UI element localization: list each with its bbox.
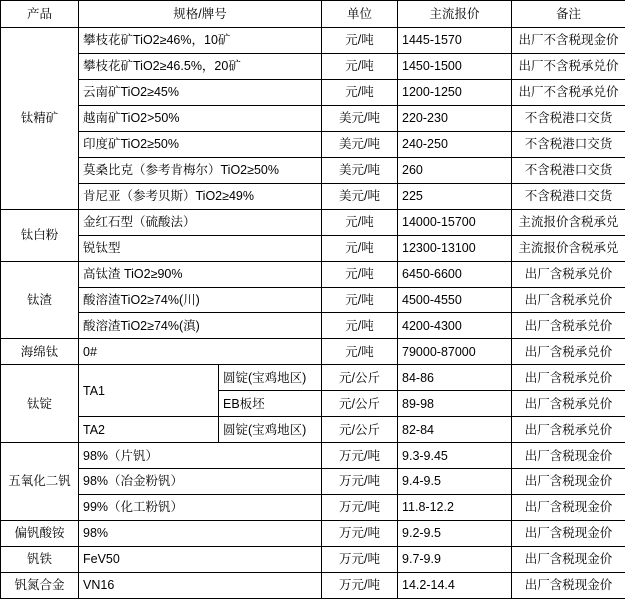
unit-cell: 元/吨 xyxy=(322,339,398,365)
remark-cell: 出厂含税承兑价 xyxy=(512,391,625,417)
spec-cell: 越南矿TiO2>50% xyxy=(79,105,322,131)
table-row xyxy=(1,105,625,131)
price-cell: 9.3-9.45 xyxy=(398,443,512,469)
price-cell: 11.8-12.2 xyxy=(398,495,512,521)
unit-cell: 元/吨 xyxy=(322,235,398,261)
remark-cell: 出厂含税现金价 xyxy=(512,547,625,573)
header-remark: 备注 xyxy=(512,1,625,28)
unit-cell: 元/吨 xyxy=(322,79,398,105)
product-category-cell: 钛锭 xyxy=(1,365,79,443)
spec-cell: 金红石型（硫酸法） xyxy=(79,209,322,235)
table-row xyxy=(1,573,625,599)
price-cell: 14000-15700 xyxy=(398,209,512,235)
remark-cell: 出厂含税现金价 xyxy=(512,521,625,547)
product-category-cell: 钛精矿 xyxy=(1,28,79,210)
remark-cell: 不含税港口交货 xyxy=(512,157,625,183)
table-row xyxy=(1,417,625,443)
header-price: 主流报价 xyxy=(398,1,512,28)
price-cell: 220-230 xyxy=(398,105,512,131)
table-row xyxy=(1,313,625,339)
remark-cell: 出厂含税承兑价 xyxy=(512,417,625,443)
product-category-cell: 偏钒酸铵 xyxy=(1,521,79,547)
remark-cell: 不含税港口交货 xyxy=(512,183,625,209)
unit-cell: 元/吨 xyxy=(322,28,398,54)
unit-cell: 元/吨 xyxy=(322,53,398,79)
spec-cell: 锐钛型 xyxy=(79,235,322,261)
table-row xyxy=(1,28,625,54)
remark-cell: 出厂含税现金价 xyxy=(512,469,625,495)
product-category-cell: 五氧化二钒 xyxy=(1,443,79,521)
unit-cell: 万元/吨 xyxy=(322,573,398,599)
table-row xyxy=(1,157,625,183)
remark-cell: 出厂含税承兑价 xyxy=(512,365,625,391)
table-body xyxy=(1,28,625,599)
table-row xyxy=(1,209,625,235)
spec-cell: 高钛渣 TiO2≥90% xyxy=(79,261,322,287)
spec-cell: 98%（片钒） xyxy=(79,443,322,469)
price-cell: 4500-4550 xyxy=(398,287,512,313)
table-row xyxy=(1,235,625,261)
price-cell: 1450-1500 xyxy=(398,53,512,79)
unit-cell: 美元/吨 xyxy=(322,131,398,157)
remark-cell: 出厂不含税承兑价 xyxy=(512,79,625,105)
grade-cell: TA2 xyxy=(79,417,219,443)
remark-cell: 不含税港口交货 xyxy=(512,131,625,157)
table-row xyxy=(1,131,625,157)
remark-cell: 主流报价含税承兑 xyxy=(512,235,625,261)
spec-cell: VN16 xyxy=(79,573,322,599)
price-cell: 82-84 xyxy=(398,417,512,443)
remark-cell: 出厂不含税现金价 xyxy=(512,28,625,54)
table-row xyxy=(1,261,625,287)
spec-cell: 印度矿TiO2≥50% xyxy=(79,131,322,157)
spec-cell: 酸溶渣TiO2≥74%(川) xyxy=(79,287,322,313)
unit-cell: 元/吨 xyxy=(322,287,398,313)
spec-cell: 云南矿TiO2≥45% xyxy=(79,79,322,105)
spec-cell: FeV50 xyxy=(79,547,322,573)
spec-cell: 肯尼亚（参考贝斯）TiO2≥49% xyxy=(79,183,322,209)
price-cell: 14.2-14.4 xyxy=(398,573,512,599)
price-cell: 9.2-9.5 xyxy=(398,521,512,547)
table-row xyxy=(1,495,625,521)
price-cell: 9.4-9.5 xyxy=(398,469,512,495)
price-cell: 1445-1570 xyxy=(398,28,512,54)
spec-cell: 0# xyxy=(79,339,322,365)
unit-cell: 万元/吨 xyxy=(322,547,398,573)
table-row xyxy=(1,339,625,365)
unit-cell: 万元/吨 xyxy=(322,469,398,495)
price-cell: 89-98 xyxy=(398,391,512,417)
table-row xyxy=(1,183,625,209)
spec-cell: 99%（化工粉钒） xyxy=(79,495,322,521)
remark-cell: 出厂含税承兑价 xyxy=(512,313,625,339)
price-cell: 240-250 xyxy=(398,131,512,157)
table-row xyxy=(1,365,625,391)
spec-cell: 莫桑比克（参考肯梅尔）TiO2≥50% xyxy=(79,157,322,183)
table-row xyxy=(1,79,625,105)
remark-cell: 出厂含税承兑价 xyxy=(512,287,625,313)
product-category-cell: 海绵钛 xyxy=(1,339,79,365)
product-category-cell: 钒氮合金 xyxy=(1,573,79,599)
unit-cell: 万元/吨 xyxy=(322,443,398,469)
remark-cell: 出厂含税承兑价 xyxy=(512,261,625,287)
header-spec: 规格/牌号 xyxy=(79,1,322,28)
spec-cell: 攀枝花矿TiO2≥46%，10矿 xyxy=(79,28,322,54)
unit-cell: 万元/吨 xyxy=(322,495,398,521)
table-row xyxy=(1,443,625,469)
unit-cell: 元/公斤 xyxy=(322,417,398,443)
table-row xyxy=(1,53,625,79)
grade-cell: TA1 xyxy=(79,365,219,417)
price-cell: 4200-4300 xyxy=(398,313,512,339)
remark-cell: 出厂含税现金价 xyxy=(512,573,625,599)
price-cell: 225 xyxy=(398,183,512,209)
price-cell: 1200-1250 xyxy=(398,79,512,105)
spec-cell: 酸溶渣TiO2≥74%(滇) xyxy=(79,313,322,339)
spec-cell: 圆锭(宝鸡地区) xyxy=(219,417,322,443)
spec-cell: 圆锭(宝鸡地区) xyxy=(219,365,322,391)
unit-cell: 美元/吨 xyxy=(322,183,398,209)
product-category-cell: 钛白粉 xyxy=(1,209,79,261)
table-header-row xyxy=(1,1,625,28)
price-cell: 6450-6600 xyxy=(398,261,512,287)
remark-cell: 出厂含税现金价 xyxy=(512,495,625,521)
remark-cell: 出厂含税现金价 xyxy=(512,443,625,469)
remark-cell: 主流报价含税承兑 xyxy=(512,209,625,235)
unit-cell: 元/公斤 xyxy=(322,391,398,417)
unit-cell: 美元/吨 xyxy=(322,105,398,131)
spec-cell: 98% xyxy=(79,521,322,547)
table-row xyxy=(1,547,625,573)
spec-cell: 攀枝花矿TiO2≥46.5%，20矿 xyxy=(79,53,322,79)
header-unit: 单位 xyxy=(322,1,398,28)
price-cell: 12300-13100 xyxy=(398,235,512,261)
remark-cell: 出厂不含税承兑价 xyxy=(512,53,625,79)
table-row xyxy=(1,521,625,547)
unit-cell: 元/吨 xyxy=(322,261,398,287)
unit-cell: 元/公斤 xyxy=(322,365,398,391)
table-row xyxy=(1,287,625,313)
price-cell: 260 xyxy=(398,157,512,183)
header-product: 产品 xyxy=(1,1,79,28)
product-category-cell: 钒铁 xyxy=(1,547,79,573)
unit-cell: 元/吨 xyxy=(322,313,398,339)
table-row xyxy=(1,469,625,495)
spec-cell: EB板坯 xyxy=(219,391,322,417)
price-cell: 9.7-9.9 xyxy=(398,547,512,573)
remark-cell: 不含税港口交货 xyxy=(512,105,625,131)
unit-cell: 美元/吨 xyxy=(322,157,398,183)
price-cell: 79000-87000 xyxy=(398,339,512,365)
price-cell: 84-86 xyxy=(398,365,512,391)
unit-cell: 万元/吨 xyxy=(322,521,398,547)
product-category-cell: 钛渣 xyxy=(1,261,79,339)
remark-cell: 出厂含税承兑价 xyxy=(512,339,625,365)
unit-cell: 元/吨 xyxy=(322,209,398,235)
spec-cell: 98%（冶金粉钒） xyxy=(79,469,322,495)
